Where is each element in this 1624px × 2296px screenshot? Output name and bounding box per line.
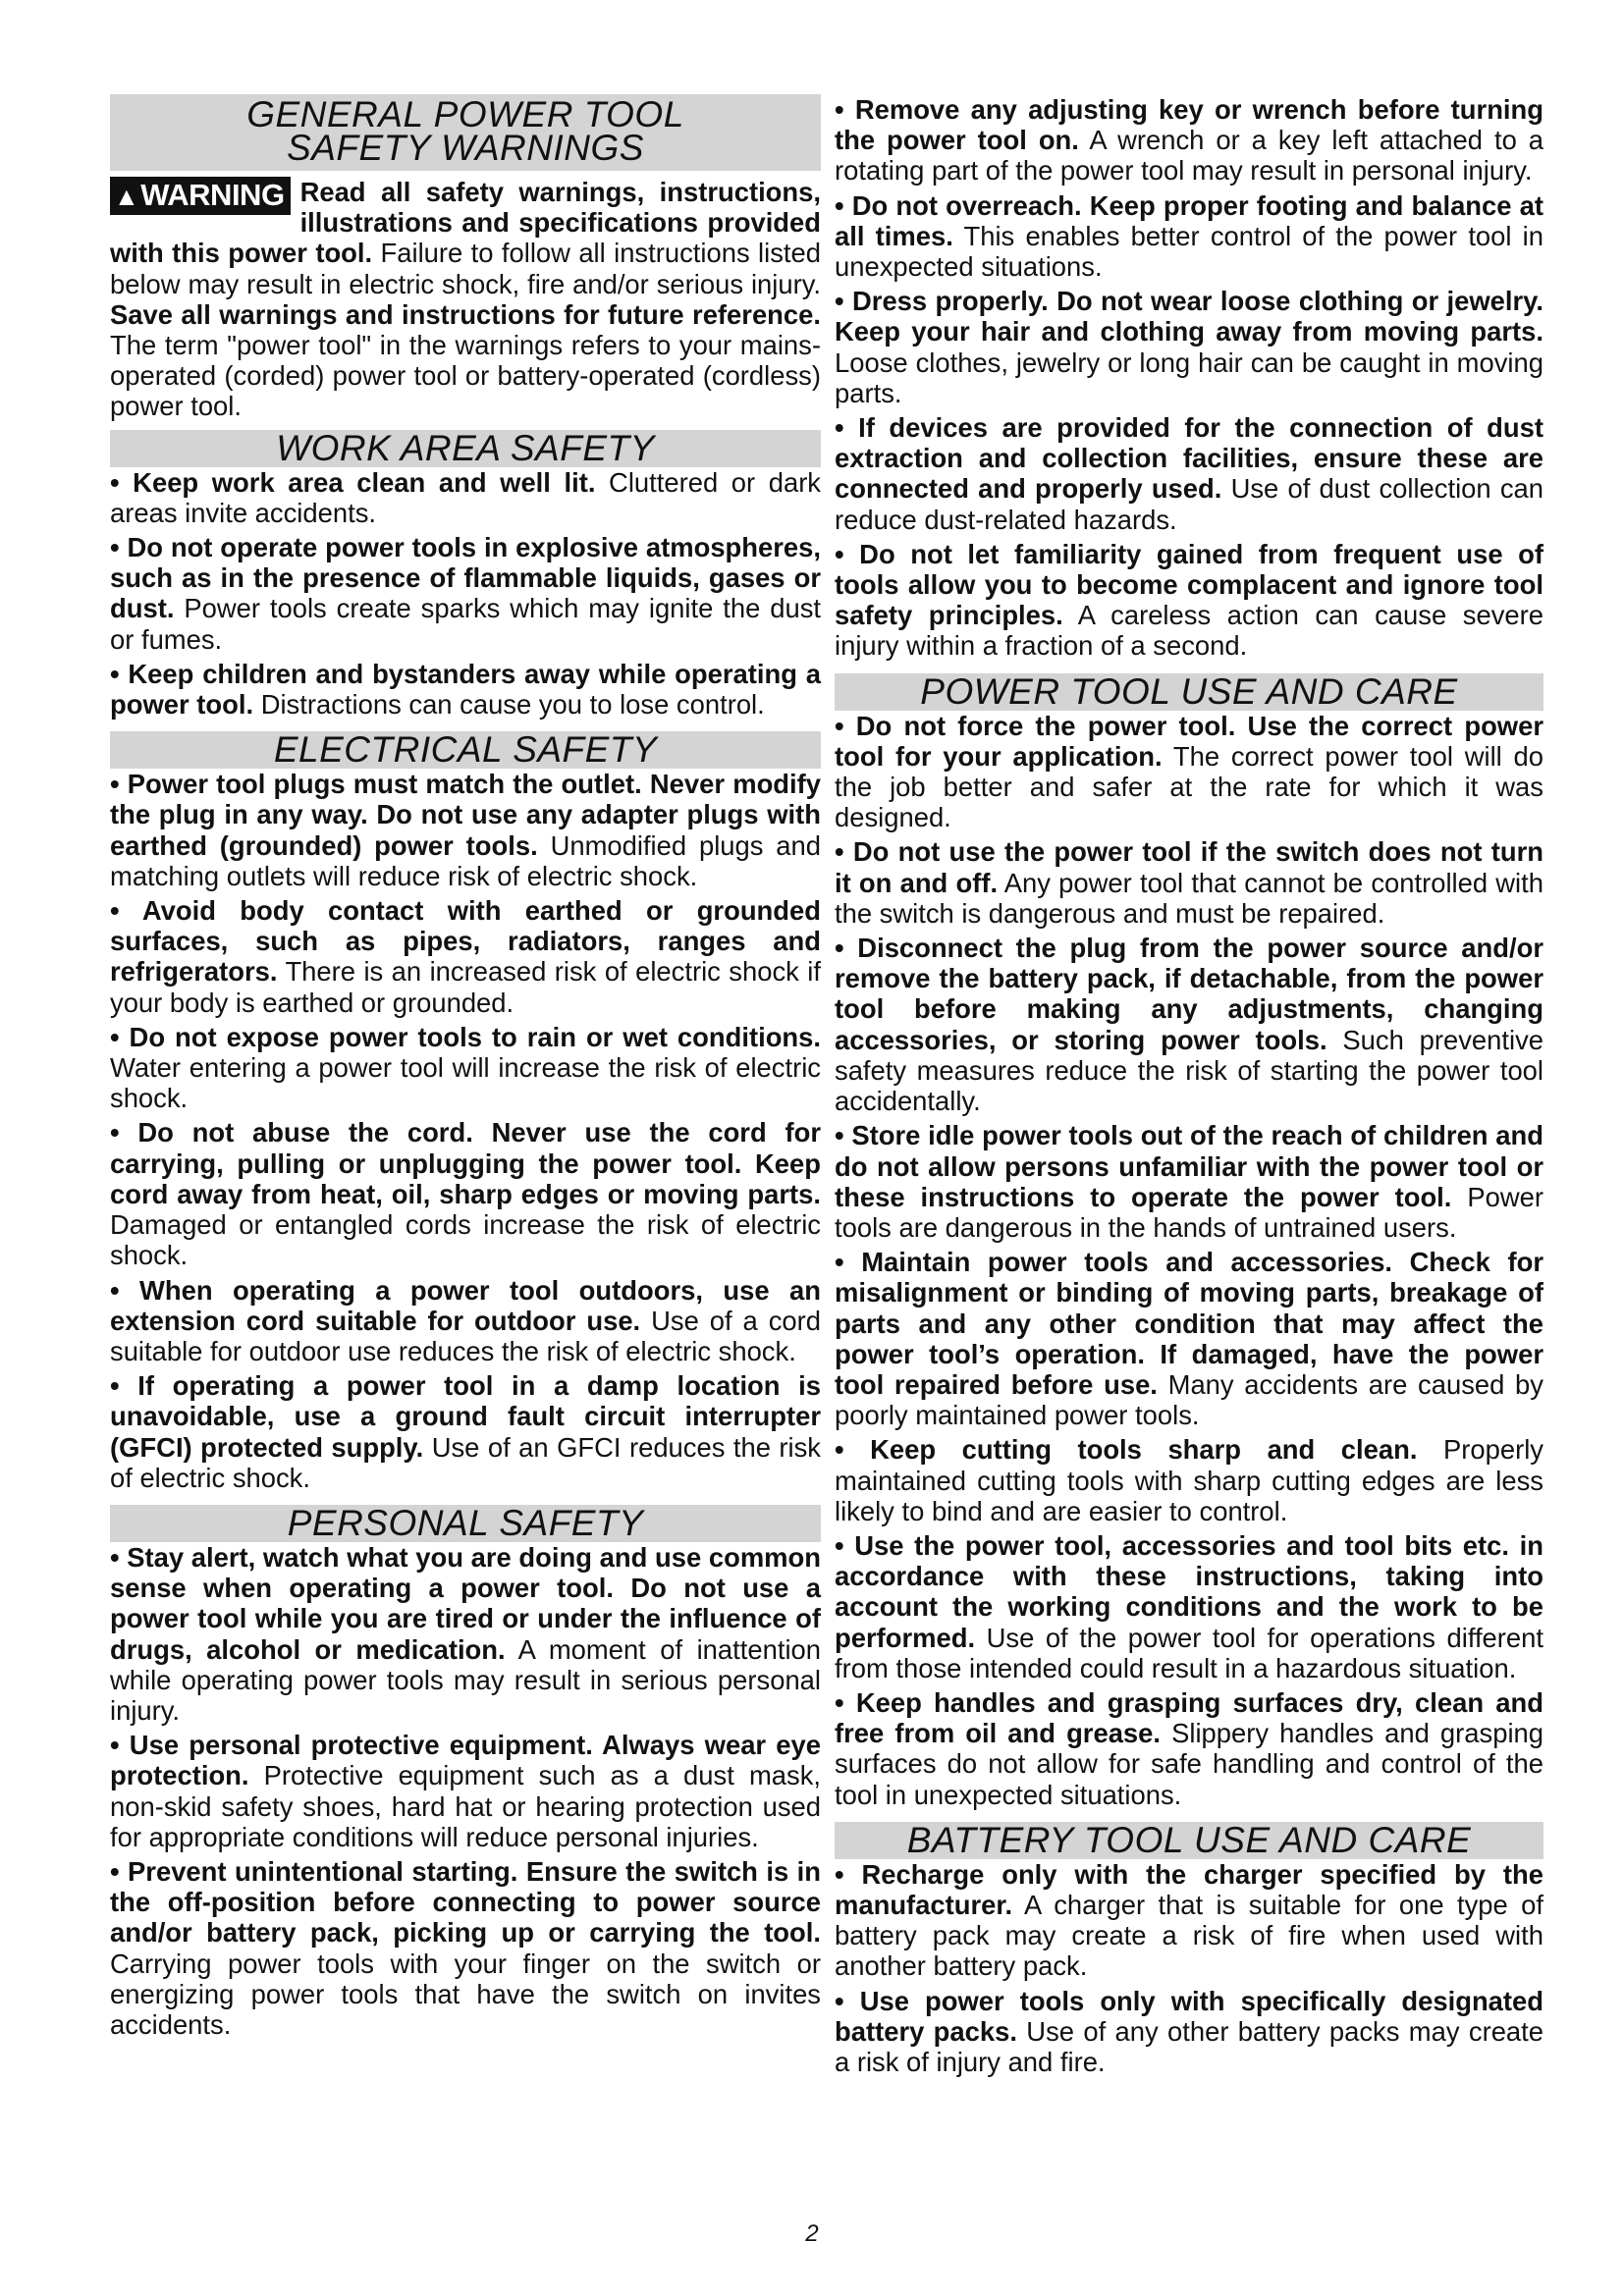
item-text: Use of a cord suitable for outdoor use reduces the risk of electric shock.: [110, 1305, 821, 1366]
personal-item: [110, 1730, 821, 1852]
electrical-item: [110, 1370, 821, 1493]
warning-triangle-icon: ▲: [114, 182, 139, 211]
personal-continued-item: [835, 286, 1543, 408]
item-bold: • Use the power tool, accessories and tool bits etc. in accordance with these instructions, taking into account the working conditions and the work to be performed.: [835, 1529, 1543, 1653]
item-bold: • Keep cutting tools sharp and clean.: [835, 1434, 1418, 1466]
battery-item: [835, 1986, 1543, 2078]
power-tool-item: [835, 711, 1543, 833]
item-text: A charger that is suitable for one type of battery pack may create a risk of fire when used with another battery pack.: [835, 1889, 1543, 1982]
left-column: [110, 94, 821, 2044]
power-tool-item: [835, 836, 1543, 929]
power-tool-item: [835, 933, 1543, 1116]
general-title-line2: SAFETY WARNINGS: [287, 128, 644, 168]
work-area-item: [110, 532, 821, 655]
item-bold: • Keep children and bystanders away while operating a power tool.: [110, 658, 821, 721]
work-area-item: [110, 659, 821, 720]
general-warning-paragraph: [110, 177, 821, 422]
item-text: Distractions can cause you to lose control.: [253, 689, 765, 721]
item-bold: • Remove any adjusting key or wrench before turning the power tool on.: [835, 94, 1543, 156]
electrical-item: [110, 769, 821, 891]
item-text: Many accidents are caused by poorly maintained power tools.: [835, 1368, 1543, 1431]
general-title-line1: GENERAL POWER TOOL: [246, 94, 684, 134]
personal-item: [110, 1542, 821, 1726]
power-tool-item: [835, 1530, 1543, 1683]
item-text: Use of the power tool for operations different from those intended could result in a hazardous situation.: [835, 1622, 1543, 1683]
item-bold: • Dress properly. Do not wear loose clothing or jewelry. Keep your hair and clothing away from moving parts.: [835, 286, 1543, 347]
item-bold: • Do not expose power tools to rain or wet conditions.: [110, 1021, 821, 1052]
item-text: Use of any other battery packs may create a risk of injury and fire.: [835, 2015, 1544, 2077]
item-text: Such preventive safety measures reduce the risk of starting the power tool accidentally.: [835, 1024, 1543, 1117]
personal-continued-item: [835, 412, 1543, 535]
work-area-item: [110, 467, 821, 528]
item-bold: • Do not let familiarity gained from frequent use of tools allow you to become complacent and ignore tool safety principles.: [835, 538, 1543, 631]
power-tool-use-header: POWER TOOL USE AND CARE: [835, 673, 1543, 711]
item-bold: • Use power tools only with specifically designated battery packs.: [835, 1985, 1543, 2047]
warning-badge: [110, 177, 291, 215]
item-bold: • Use personal protective equipment. Always wear eye protection.: [110, 1730, 821, 1791]
item-text: Power tools create sparks which may ignite the dust or fumes.: [110, 593, 821, 655]
item-text: There is an increased risk of electric shock if your body is earthed or grounded.: [110, 956, 821, 1018]
item-text: Carrying power tools with your finger on the switch or energizing power tools that have the switch on invites accidents.: [110, 1948, 821, 2040]
item-bold: • Power tool plugs must match the outlet. Never modify the plug in any way. Do not use any adapter plugs with earthed (grounded) power tools.: [110, 769, 821, 861]
item-text: A moment of inattention while operating power tools may result in serious personal injury.: [110, 1633, 821, 1726]
work-area-header: WORK AREA SAFETY: [110, 430, 821, 467]
personal-safety-header: PERSONAL SAFETY: [110, 1505, 821, 1542]
item-text: Damaged or entangled cords increase the risk of electric shock.: [110, 1209, 821, 1271]
general-intro-text1: Failure to follow all instructions listed below may result in electric shock, fire and/or serious injury.: [110, 238, 821, 299]
power-tool-item: [835, 1434, 1543, 1526]
electrical-item: [110, 1022, 821, 1114]
item-bold: • Prevent unintentional starting. Ensure the switch is in the off-position before connecting to power source and/or battery pack, picking up or carrying the tool.: [110, 1855, 821, 1949]
general-intro-bold: Read all safety warnings, instructions, illustrations and specifications provided with this power tool.: [110, 177, 821, 269]
item-text: Power tools are dangerous in the hands of untrained users.: [835, 1181, 1544, 1243]
item-bold: • When operating a power tool outdoors, use an extension cord suitable for outdoor use.: [110, 1274, 821, 1336]
item-text: Use of an GFCI reduces the risk of electric shock.: [110, 1431, 821, 1493]
item-text: A careless action can cause severe injury within a fraction of a second.: [835, 600, 1543, 662]
power-tool-item: [835, 1687, 1543, 1810]
item-bold: • Recharge only with the charger specified by the manufacturer.: [835, 1858, 1543, 1920]
item-bold: • Do not operate power tools in explosive atmospheres, such as in the presence of flammable liquids, gases or dust.: [110, 532, 821, 624]
battery-item: [835, 1859, 1543, 1982]
electrical-item: [110, 1117, 821, 1270]
item-text: Unmodified plugs and matching outlets will reduce risk of electric shock.: [110, 829, 821, 891]
item-bold: • Do not overreach. Keep proper footing and balance at all times.: [835, 189, 1543, 251]
item-text: Slippery handles and grasping surfaces do not allow for safe handling and control of the tool in unexpected situations.: [835, 1718, 1543, 1810]
item-text: The correct power tool will do the job better and safer at the rate for which it was designed.: [835, 740, 1544, 833]
item-text: Any power tool that cannot be controlled with the switch is dangerous and must be repaired.: [835, 867, 1543, 929]
item-text: Properly maintained cutting tools with sharp cutting edges are less likely to bind and are easier to control.: [835, 1434, 1544, 1526]
item-bold: • Stay alert, watch what you are doing and use common sense when operating a power tool. Do not use a power tool while you are tired or under the influence of drugs, alcohol or medication.: [110, 1541, 821, 1665]
item-bold: • Maintain power tools and accessories. Check for misalignment or binding of moving parts, breakage of parts and any other condition that may affect the power tool’s operation. If damaged, have the power tool repaired before use.: [835, 1247, 1543, 1400]
right-column: [835, 94, 1543, 2081]
item-bold: • Store idle power tools out of the reach of children and do not allow persons unfamiliar with the power tool or these instructions to operate the power tool.: [835, 1120, 1543, 1212]
general-intro-bold2: Save all warnings and instructions for future reference.: [110, 298, 821, 330]
personal-continued-item: [835, 539, 1543, 662]
item-text: Loose clothes, jewelry or long hair can be caught in moving parts.: [835, 347, 1543, 408]
electrical-item: [110, 1275, 821, 1367]
general-intro-text2: The term "power tool" in the warnings refers to your mains-operated (corded) power tool or battery-operated (cordless) power tool.: [110, 330, 821, 422]
power-tool-item: [835, 1247, 1543, 1430]
item-bold: • If devices are provided for the connection of dust extraction and collection facilities, ensure these are connected and properly used.: [835, 412, 1543, 505]
item-text: Water entering a power tool will increase the risk of electric shock.: [110, 1052, 821, 1114]
electrical-item: [110, 895, 821, 1018]
item-bold: • Do not use the power tool if the switch does not turn it on and off.: [835, 836, 1543, 898]
electrical-safety-header: ELECTRICAL SAFETY: [110, 731, 821, 769]
item-text: Use of dust collection can reduce dust-related hazards.: [835, 473, 1543, 535]
item-bold: • If operating a power tool in a damp location is unavoidable, use a ground fault circuit interrupter (GFCI) protected supply.: [110, 1370, 821, 1463]
warning-badge-label: WARNING: [140, 178, 285, 212]
personal-continued-item: [835, 190, 1543, 283]
item-bold: • Do not abuse the cord. Never use the cord for carrying, pulling or unplugging the power tool. Keep cord away from heat, oil, sharp edges or moving parts.: [110, 1117, 821, 1209]
battery-tool-use-header: BATTERY TOOL USE AND CARE: [835, 1822, 1543, 1859]
item-text: Protective equipment such as a dust mask, non-skid safety shoes, hard hat or hearing protection used for appropriate conditions will reduce personal injuries.: [110, 1760, 821, 1852]
item-bold: • Keep work area clean and well lit.: [110, 466, 596, 498]
personal-continued-item: [835, 94, 1543, 187]
item-bold: • Avoid body contact with earthed or grounded surfaces, such as pipes, radiators, ranges and refrigerators.: [110, 895, 821, 988]
item-bold: • Do not force the power tool. Use the correct power tool for your application.: [835, 710, 1543, 772]
item-text: This enables better control of the power tool in unexpected situations.: [835, 220, 1543, 283]
item-bold: • Disconnect the plug from the power source and/or remove the battery pack, if detachable, from the power tool before making any adjustments, changing accessories, or storing power tools.: [835, 933, 1543, 1055]
item-bold: • Keep handles and grasping surfaces dry, clean and free from oil and grease.: [835, 1686, 1543, 1749]
item-text: A wrench or a key left attached to a rotating part of the power tool may result in personal injury.: [835, 125, 1544, 187]
personal-item: [110, 1856, 821, 2040]
general-safety-header: [110, 94, 821, 171]
item-text: Cluttered or dark areas invite accidents.: [110, 466, 822, 528]
power-tool-item: [835, 1120, 1543, 1243]
page-number: 2: [805, 2220, 819, 2247]
